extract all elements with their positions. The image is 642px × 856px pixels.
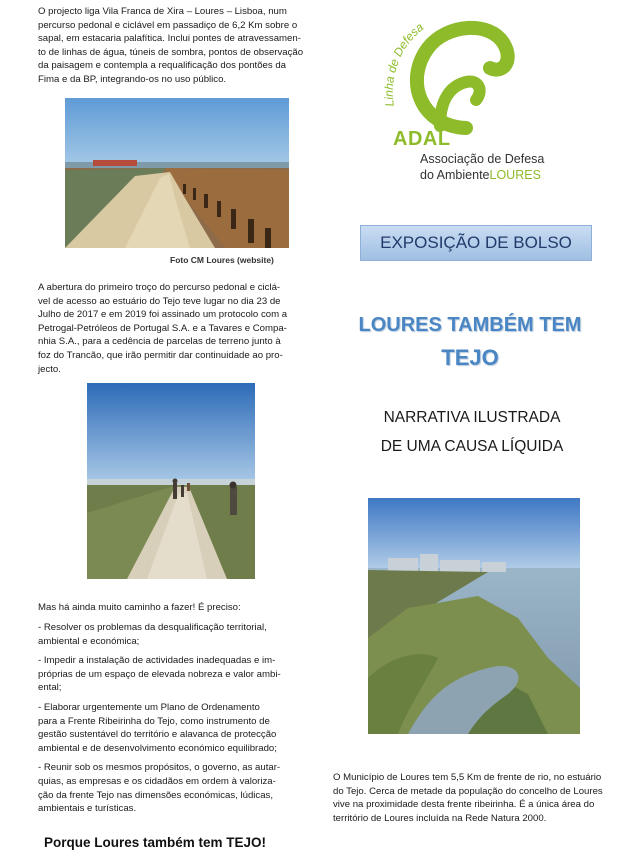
adal-logo-icon xyxy=(380,10,530,140)
protocol-paragraph: A abertura do primeiro troço do percurso pedonal e ciclá- vel de acesso ao estuário do Tejo teve lugar no dia 23 de Julho de 2017 e em 2019 foi assinado um protocolo com a Petrogal-Petróleos de Portugal S.A. e a Tavares e Compa- nhia S.A., para a cedência de parcelas de terreno junto à foz do Trancão, que irão permitir dar continuidade ao pro- jecto. xyxy=(38,282,288,375)
needs-list xyxy=(38,621,310,822)
list-item: - Elaborar urgentemente um Plano de Ordenamento para a Frente Ribeirinha do Tejo, como instrumento de gestão sustentável do território e alavanca de protecção ambiental e de desenvolvimento económico equilibrado; xyxy=(38,701,277,754)
list-item: - Resolver os problemas da desqualificação territorial, ambiental e económica; xyxy=(38,622,267,647)
photo1-caption: Foto CM Loures (website) xyxy=(170,255,274,265)
main-title-line1: LOURES TAMBÉM TEM xyxy=(358,314,582,336)
subtitle-line2: DE UMA CAUSA LÍQUIDA xyxy=(380,438,564,455)
list-item: - Reunir sob os mesmos propósitos, o governo, as autar- quias, as empresas e os cidadãos em ordem à valoriza- ção da frente Tejo nas dimensões económicas, lúdicas, ambientais e turísticas. xyxy=(38,762,281,815)
logo-line2-ambiente: do Ambiente xyxy=(420,168,490,182)
main-title-line2: TEJO xyxy=(441,345,499,370)
list-item: - Impedir a instalação de actividades inadequadas e im- próprias de um espaço de elevada nobreza e valor ambi- ental; xyxy=(38,655,281,694)
logo-line2-loures: LOURES xyxy=(489,168,541,182)
intro-paragraph: O projecto liga Vila Franca de Xira – Loures – Lisboa, num percurso pedonal e ciclável em passadiço de 6,2 Km sobre o sapal, em estacaria palafítica. Inclui pontes de atravessamen- to de linhas de água, túneis de sombra, pontos de observação da paisagem e contempla a requalificação dos pontões da Fima e da BP, integrando-os no uso público. xyxy=(38,6,304,85)
logo-arc-text: Linha de Defesa xyxy=(381,19,427,108)
walkers-path-photo xyxy=(87,383,255,579)
logo-line2 xyxy=(420,168,541,182)
closing-slogan: Porque Loures também tem TEJO! xyxy=(44,835,267,850)
estuary-photo xyxy=(368,498,580,734)
lead-sentence: Mas há ainda muito caminho a fazer! É preciso: xyxy=(38,602,241,613)
municipality-paragraph: O Município de Loures tem 5,5 Km de frente de rio, no estuário do Tejo. Cerca de metade da população do concelho de Loures vive na proximidade desta frente ribeirinha. É a única área do território de Loures incluída na Rede Natura 2000. xyxy=(333,772,603,824)
boardwalk-photo xyxy=(65,98,289,248)
subtitle-line1: NARRATIVA ILUSTRADA xyxy=(383,409,561,426)
logo-line1: Associação de Defesa xyxy=(420,152,545,166)
logo-acronym: ADAL xyxy=(393,128,451,150)
expo-banner: EXPOSIÇÃO DE BOLSO xyxy=(360,225,592,261)
